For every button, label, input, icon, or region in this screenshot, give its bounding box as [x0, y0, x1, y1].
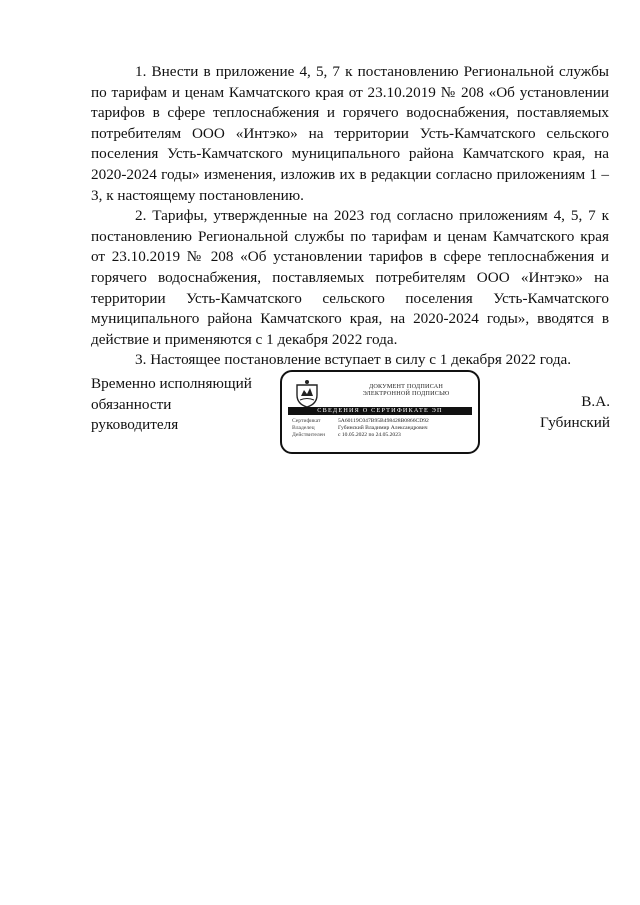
paragraph-2: 2. Тарифы, утвержденные на 2023 год согласно приложениям 4, 5, 7 к постановлению Региональной службы по тарифам и ценам Камчатского края от 23.10.2019 № 208 «Об установлении тарифов в сфере теплоснабжения и горячего водоснабжения, поставляемых потребителям ООО «Интэко» на территории Усть-Камчатского сельского поселения Усть-Камчатского муниципального района Камчатского края, на 2020-2024 годы», вводятся в действие и применяются с 1 декабря 2022 года.	[91, 207, 609, 348]
stamp-header-line: ДОКУМЕНТ ПОДПИСАН	[368, 383, 444, 390]
stamp-value: Губинский Владимир Александрович	[338, 425, 428, 431]
stamp-label: Действителен	[292, 432, 326, 438]
signatory-position-line: Временно исполняющий	[91, 375, 252, 392]
resolution-body	[91, 62, 609, 371]
stamp-certificate-details	[292, 418, 472, 439]
stamp-row-validity	[292, 432, 472, 439]
coat-of-arms-icon	[292, 378, 322, 408]
stamp-header	[342, 383, 470, 398]
signatory-name	[530, 392, 610, 433]
stamp-value: 5A60119C047B95B498428B0866CD92	[338, 418, 429, 424]
signatory-name-line: Губинский	[540, 413, 610, 431]
signatory-position	[91, 374, 281, 436]
stamp-row-certificate	[292, 418, 472, 425]
paragraph-3: 3. Настоящее постановление вступает в силу с 1 декабря 2022 года.	[135, 351, 572, 369]
paragraph-1: 1. Внести в приложение 4, 5, 7 к постановлению Региональной службы по тарифам и ценам Камчатского края от 23.10.2019 № 208 «Об установлении тарифов в сфере теплоснабжения и горячего водоснабжения, поставляемых потребителям ООО «Интэко» на территории Усть-Камчатского сельского поселения Усть-Камчатского муниципального района Камчатского края, на 2020-2024 годы» изменения, изложив их в редакции согласно приложениям 1 – 3, к настоящему постановлению.	[91, 63, 609, 204]
stamp-row-owner	[292, 425, 472, 432]
stamp-label: Сертификат	[292, 418, 321, 424]
stamp-label: Владелец	[292, 425, 315, 431]
stamp-header-line: ЭЛЕКТРОННОЙ ПОДПИСЬЮ	[362, 390, 450, 398]
signatory-name-line: В.А.	[581, 393, 610, 410]
signatory-position-line: руководителя	[91, 416, 179, 434]
signatory-position-line: обязанности	[91, 395, 172, 413]
stamp-certificate-bar: СВЕДЕНИЯ О СЕРТИФИКАТЕ ЭП	[288, 407, 472, 415]
stamp-value: с 10.05.2022 по 24.05.2023	[338, 432, 401, 438]
electronic-signature-stamp	[280, 370, 480, 454]
